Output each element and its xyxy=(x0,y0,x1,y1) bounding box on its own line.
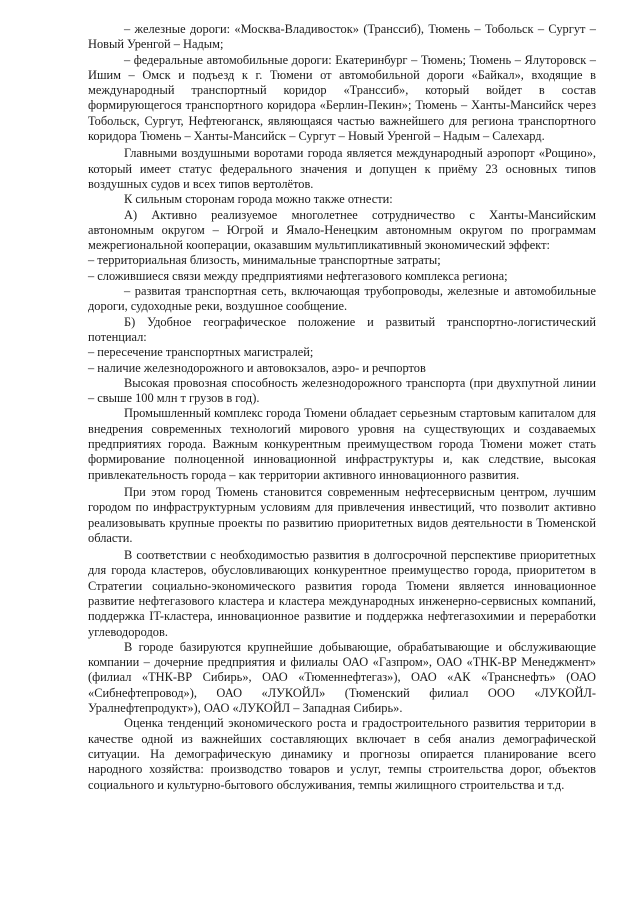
paragraph-strength-b: Б) Удобное географическое положение и развитый транспортно-логистический потенциал: xyxy=(88,314,596,344)
paragraph-industrial-complex: Промышленный комплекс города Тюмени обладает серьезным стартовым капиталом для внедрения современных технологий мирового уровня на существующих и создаваемых предприятиях города. Важным конкурентным преимуществом города Тюмени может стать формирование полноценной инновационной инфраструктуры и, как следствие, высокая привлекательность города – как территории активного инновационного развития. xyxy=(88,406,596,482)
paragraph-airport: Главными воздушными воротами города является международный аэропорт «Рощино», который имеет статус федерального значения и допущен к приёму 23 основных типов воздушных судов и всех типов вертолётов. xyxy=(88,146,596,191)
paragraph-strength-a: А) Активно реализуемое многолетнее сотрудничество с Ханты-Мансийским автономным округом – Югрой и Ямало-Ненецким автономным округом по программам межрегиональной кооперации, оказавшим мультипликативный экономический эффект: xyxy=(88,207,596,253)
list-item-transport-network: – развитая транспортная сеть, включающая трубопроводы, железные и автомобильные дороги, судоходные реки, воздушное сообщение. xyxy=(88,284,596,314)
list-item-intersection: – пересечение транспортных магистралей; xyxy=(88,345,314,360)
paragraph-demography: Оценка тенденций экономического роста и градостроительного развития территории в качестве одной из важнейших составляющих включает в себя анализ демографической ситуации. На демографическую динамику и прогнозы опирается планирование всего народного хозяйства: производство товаров и услуг, темпы строительства дорог, объектов социального и культурно-бытового обслуживания, темпы жилищного строительства и т.д. xyxy=(88,716,596,792)
paragraph-companies: В городе базируются крупнейшие добывающие, обрабатывающие и обслуживающие компании – дочерние предприятия и филиалы ОАО «Газпром», ОАО «ТНК-ВР Менеджмент» (филиал «ТНК-ВР Сибирь», ОАО «Тюменнефтегаз»), ОАО «АК «Транснефть» (ОАО «Сибнефтепровод»), ОАО «ЛУКОЙЛ» (Тюменский филиал ООО «ЛУКОЙЛ-Уралнефтепродукт»), ОАО «ЛУКОЙЛ – Западная Сибирь». xyxy=(88,639,596,716)
list-item-stations: – наличие железнодорожного и автовокзалов, аэро- и речпортов xyxy=(88,360,426,375)
paragraph-oilfield-center: При этом город Тюмень становится современным нефтесервисным центром, лучшим городом по инфраструктурным условиям для привлечения инвестиций, что позволит активно реализовывать крупные проекты по развитию приоритетных видов деятельности в Тюменской области. xyxy=(88,484,596,545)
paragraph-railways: – железные дороги: «Москва-Владивосток» (Транссиб), Тюмень – Тобольск – Сургут – Новый Уренгой – Надым; xyxy=(88,22,596,52)
paragraph-clusters: В соответствии с необходимостью развития в долгосрочной перспективе приоритетных для города кластеров, обусловливающих конкурентное преимущество города, приоритетом в Стратегии социально-экономического развития города Тюмени является инновационное развитие нефтегазового кластера и кластера международных инженерно-сервисных компаний, поддержка IT-кластера, инновационное развитие и поддержка нефтегазохимии и переработки углеводородов. xyxy=(88,548,596,639)
paragraph-highways: – федеральные автомобильные дороги: Екатеринбург – Тюмень; Тюмень – Ялуторовск – Ишим – Омск и подъезд к г. Тюмени от автомобильной дороги «Байкал», входящие в международный транспортный коридор «Транссиб», который войдет в состав формирующегося транспортного коридора «Берлин-Пекин»; Тюмень – Ханты-Мансийск через Тобольск, Сургут, Нефтеюганск, являющаяся частью важнейшего для региона транспортного коридора Тюмень – Ханты-Мансийск – Сургут – Новый Уренгой – Надым – Салехард. xyxy=(88,52,596,144)
list-item-proximity: – территориальная близость, минимальные транспортные затраты; xyxy=(88,253,441,268)
list-item-links: – сложившиеся связи между предприятиями нефтегазового комплекса региона; xyxy=(88,268,508,283)
paragraph-strengths-intro: К сильным сторонам города можно также отнести: xyxy=(124,192,393,207)
paragraph-rail-capacity: Высокая провозная способность железнодорожного транспорта (при двухпутной линии – свыше 100 млн т грузов в год). xyxy=(88,375,596,406)
